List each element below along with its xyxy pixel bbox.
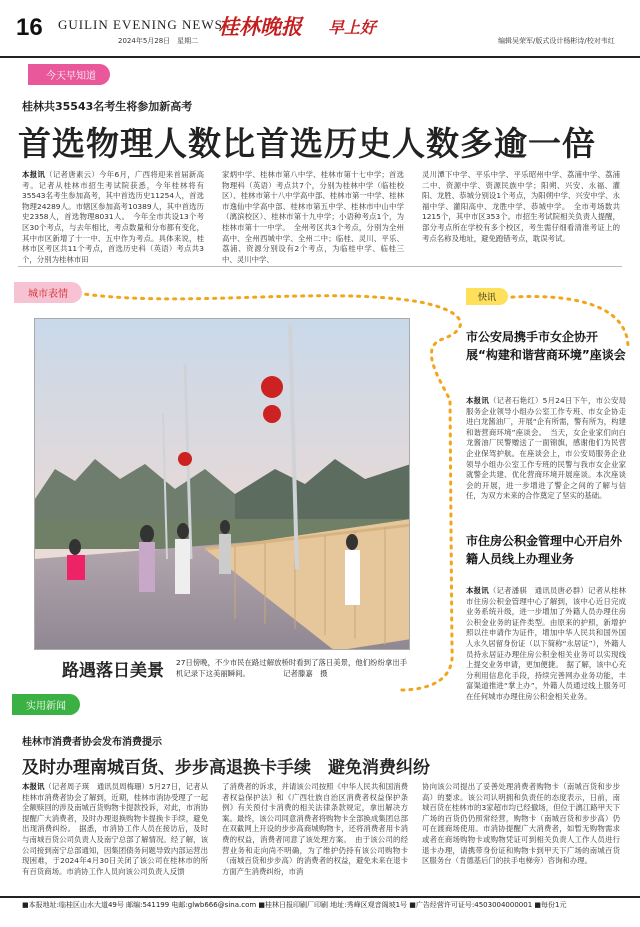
byline: 本报讯 [22, 170, 46, 179]
article-text: （记者唐素云）今年6月，广西将迎来首届新高考。记者从桂林市招生考试院获悉，今年桂林将有35543名考生参加高考，其中首选历史11254人，首选物理24289人。市辖区参加高考10389人，其中首选历史2358人，首选物理8031人。 今年全市共设13个考区30个考点，与去年相比，考点数量和分布都有变化，其中市区新增了十一中、五中作为考点。具体来说，桂林市区考区共11个考点，首选历史科（英语）考点共3个，分别为桂林市田 [22, 170, 204, 264]
page-number: 16 [16, 14, 43, 41]
quick-news-1-headline: 市公安局携手市女企协开展“构建和谐营商环境”座谈会 [466, 330, 626, 362]
practical-headline: 及时办理南城百货、步步高退换卡手续 避免消费纠纷 [22, 758, 430, 778]
photo-title: 路遇落日美景 [62, 661, 164, 681]
issue-date: 2024年5月28日 星期二 [118, 37, 199, 45]
photo-caption: 27日傍晚，不少市民在路过解放桥时看到了落日美景，他们纷纷拿出手机记录下这美丽瞬间。 记者滕嘉 摄 [176, 658, 408, 678]
section-tag-quick-news: 快讯 [466, 288, 508, 305]
lead-column-3: 灵川潭下中学、平乐中学、平乐昭州中学、荔浦中学、荔浦二中、资源中学、资源民族中学；阳朔、兴安、永福、灌阳、龙胜、恭城分别设1个考点，为阳朔中学、兴安中学、永福中学、灌阳高中、龙胜中学、恭城中学。 全市考场数共1215个，其中市区353个。市招生考试院相关负责人提醒，部分考点所在学校有多个校区，考生需仔细看清准考证上的考点名称及地址，避免跑错考点，耽误考试。 [422, 170, 620, 243]
footer-info: ■本报地址:临桂区山水大道49号 邮编:541199 电邮:glwb666@sina.com ■桂林日报印刷厂印刷 地址:秀峰区观音阁坡1号 ■广告经营许可证号:4503004000001 ■每份1元 [22, 901, 567, 909]
lead-column-2: 家炳中学、桂林市第八中学、桂林市第十七中学；首选物理科（英语）考点共7个，分别为桂林中学（临桂校区）、桂林市第十八中学高中部、桂林市第一中学、桂林市逸仙中学高中部、桂林市第五中学、桂林市中山中学（漓滨校区）、桂林市第十九中学；小语种考点1个，为桂林市第十一中学。 全州考区共3个考点，分别为全州高中、全州西城中学、全州二中；临桂、灵川、平乐、荔浦、资源分别设有2个考点，为临桂中学、临桂三中、灵川中学、 [222, 170, 404, 264]
practical-column-1 [22, 782, 208, 877]
section-logo: 早上好 [328, 18, 377, 37]
paper-name-english: GUILIN EVENING NEWS [58, 17, 223, 32]
article-text: （记者周子瑛 通讯员周梅珊）5月27日，记者从桂林市消费者协会了解到，近期，桂林市消协受理了一起全额赎回的涉及南城百货购物卡提款投诉，对此，市消协提醒广大消费者，及时办理退换购物卡提换卡手续，避免出现消费纠纷。 据悉，市消协工作人员在接访后，及时与南城百货公司负责人及南宁总部了解情况。经了解，该公司接到南宁总部通知，因集团债务问题导致内部运营出现困难，于2024年4月30日关闭了该公司在桂林市的所有百货商场。市消协工作人员向该公司负责人反馈 [22, 782, 208, 876]
practical-kicker: 桂林市消费者协会发布消费提示 [22, 737, 162, 748]
section-tag-today: 今天早知道 [28, 64, 110, 85]
quick-news-1-body [466, 396, 626, 502]
editor-credits: 编辑吴荣军/版式设计杨彬诗/校对韦红 [498, 37, 615, 45]
practical-column-2: 了消费者的诉求，并请该公司按照《中华人民共和国消费者权益保护法》和《广西壮族自治区消费者权益保护条例》有关预付卡消费的相关法律条款规定，拿出解决方案。最终，该公司同意消费者将购物卡全部换成集团总部在双截网上开设的步步高商城购物卡，还将消费者用卡消费的权益，消费者同意了该处理方案。 由于该公司的经营业务和走向尚不明确，为了维护仍持有该公司购物卡（南城百货和步步高）的消费者的权益，避免未来在退卡方面产生消费纠纷，市消 [222, 782, 408, 876]
byline: 本报讯 [22, 782, 45, 791]
article-text: （记者潘骐 通讯员唐必群）记者从桂林市住房公积金管理中心了解到，该中心近日完成业务系统升级，进一步增加了外籍人员办理住房公积金业务的证件类型。由原来的护照，新增护照以往申请作为证件，增加中华人民共和国外国人永久居留身份证（以下简称“永居证”），外籍人员持永居证办理住房公积金相关业务可以实现线上提交业务申请，更加便捷。 据了解，该中心充分利用信息化手段，持续完善网办业务功能，丰富渠道推进“掌上办”，外籍人员通过线上服务可在任何城市办理住房公积金相关业务。 [466, 586, 626, 701]
lead-headline: 首选物理人数比首选历史人数多逾一倍 [18, 124, 596, 163]
section-tag-practical: 实用新闻 [12, 694, 80, 715]
lead-kicker: 桂林共35543名考生将参加新高考 [22, 100, 193, 113]
photo-illustration [35, 319, 410, 650]
section-tag-city: 城市表情 [14, 282, 82, 303]
lead-column-1 [22, 170, 204, 265]
section-divider [18, 266, 622, 267]
byline: 本报讯 [466, 396, 489, 405]
sunset-bridge-photo [34, 318, 410, 650]
quick-news-2-headline: 市住房公积金管理中心开启外籍人员线上办理业务 [466, 534, 623, 566]
byline: 本报讯 [466, 586, 489, 595]
article-text: （记者石艳红）5月24日下午，市公安局服务企业领导小组办公室工作专班、市女企协走进白龙酱油厂，开展“企有所需，警有所为，构建和谐营商环境”座谈会。 当天，女企业家们向白龙酱油厂民警赠送了一面锦旗，感谢他们为民营企业保驾护航。在座谈会上，市公安局服务企业领导小组办公室工作专班的民警与我市女企业家就警企共建、优化营商环境开展座谈。本次座谈会的开展，进一步增进了警企之间的了解与信任，为双方未来的合作奠定了坚实的基础。 [466, 396, 626, 501]
quick-news-2-body [466, 586, 626, 703]
paper-logo: 桂林晚报 [218, 14, 302, 39]
practical-column-3: 协向该公司提出了妥善处理消费者购物卡（南城百货和步步高）的要求。该公司认明拥和负责任的态度表示，日前，南城百货在桂林市的3家超市均已经撤场，但位于漓江路甲天下广场的百货仍仍照常经营，购物卡（南城百货和步步高）仍可在渡商场使用。市消协提醒广大消费者，如暂无购物需求或者在商场购物卡或购物凭证可到相关负责人工作人员进行退卡办理，请携带身份证和购物卡到甲天下广场的南城百货区服务台（肯德基后门的扶手电梯旁）咨询和办理。 [422, 782, 620, 866]
